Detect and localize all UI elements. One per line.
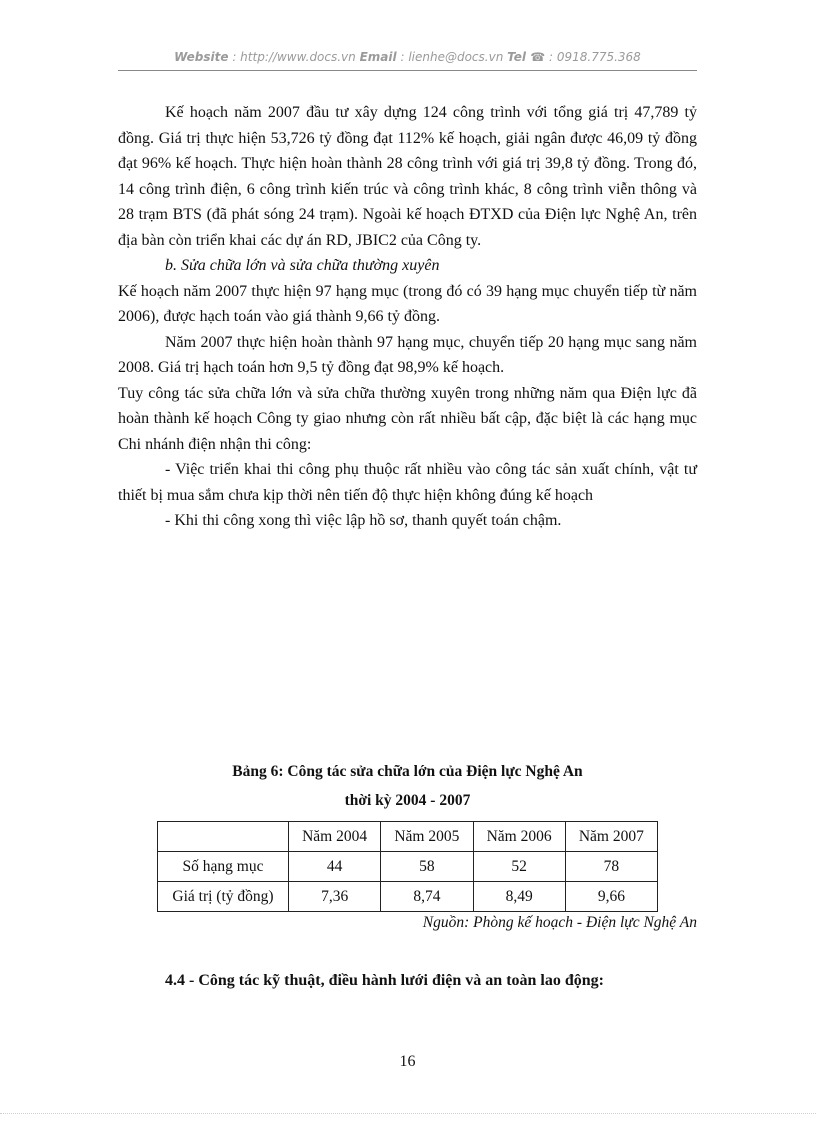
paragraph-repair-plan: Kế hoạch năm 2007 thực hiện 97 hạng mục (trong đó có 39 hạng mục chuyển tiếp từ năm 2006), được hạch toán vào giá thành 9,66 tỷ đồng. [118, 282, 697, 325]
website-label: Website [174, 50, 229, 64]
repair-table [157, 821, 658, 912]
table-row-label: Số hạng mục [158, 852, 289, 882]
table-header-cell [158, 822, 289, 852]
body-text [118, 100, 697, 534]
table-cell: 9,66 [565, 882, 657, 912]
paragraph-investment: Kế hoạch năm 2007 đầu tư xây dựng 124 công trình với tổng giá trị 47,789 tỷ đồng. Giá trị thực hiện 53,726 tỷ đồng đạt 112% kế hoạch, giải ngân được 46,09 tỷ đồng đạt 96% kế hoạch. Thực hiện hoàn thành 28 công trình với giá trị 39,8 tỷ đồng. Trong đó, 14 công trình điện, 6 công trình kiến trúc và công trình khác, 8 công trình viễn thông và 28 trạm BTS (đã phát sóng 24 trạm). Ngoài kế hoạch ĐTXD của Điện lực Nghệ An, trên địa bàn còn triển khai các dự án RD, JBIC2 của Công ty. [118, 104, 697, 249]
paragraph-repair-result: Năm 2007 thực hiện hoàn thành 97 hạng mục, chuyển tiếp 20 hạng mục sang năm 2008. Giá trị hạch toán hơn 9,5 tỷ đồng đạt 98,9% kế hoạch. [118, 333, 697, 376]
table-cell: 44 [289, 852, 381, 882]
email-label: Email [359, 50, 397, 64]
subheading-repairs: b. Sửa chữa lớn và sửa chữa thường xuyên [165, 257, 440, 274]
table-source: Nguồn: Phòng kế hoạch - Điện lực Nghệ An [422, 914, 697, 931]
table-header-row [158, 822, 658, 852]
tel-value: : 0918.775.368 [548, 50, 641, 64]
table-header-cell: Năm 2005 [381, 822, 473, 852]
tel-label: Tel ☎ [507, 50, 546, 64]
table-caption-line2: thời kỳ 2004 - 2007 [344, 792, 471, 809]
website-value: : http://www.docs.vn [232, 50, 356, 64]
page-number: 16 [399, 1053, 416, 1070]
table-row [158, 882, 658, 912]
table-cell: 8,49 [473, 882, 565, 912]
table-header-cell: Năm 2007 [565, 822, 657, 852]
table-cell: 78 [565, 852, 657, 882]
email-value: : lienhe@docs.vn [400, 50, 504, 64]
table-cell: 58 [381, 852, 473, 882]
table-header-cell: Năm 2006 [473, 822, 565, 852]
table-cell: 8,74 [381, 882, 473, 912]
table-header-cell: Năm 2004 [289, 822, 381, 852]
bullet-construction-delay: - Việc triển khai thi công phụ thuộc rất nhiều vào công tác sản xuất chính, vật tư thiết bị mua sắm chưa kịp thời nên tiến độ thực hiện không đúng kế hoạch [118, 461, 697, 504]
paragraph-repair-issues: Tuy công tác sửa chữa lớn và sửa chữa thường xuyên trong những năm qua Điện lực đã hoàn thành kế hoạch Công ty giao nhưng còn rất nhiều bất cập, đặc biệt là các hạng mục Chi nhánh điện nhận thi công: [118, 384, 697, 453]
table-caption-line1: Bảng 6: Công tác sửa chữa lớn của Điện lực Nghệ An [232, 763, 583, 780]
page-header [118, 50, 697, 64]
table-row [158, 852, 658, 882]
page-bottom-border [0, 1113, 816, 1114]
table-cell: 52 [473, 852, 565, 882]
bullet-settlement-delay: - Khi thi công xong thì việc lập hồ sơ, thanh quyết toán chậm. [165, 512, 562, 529]
table-row-label: Giá trị (tỷ đồng) [158, 882, 289, 912]
header-divider [118, 70, 697, 71]
table-cell: 7,36 [289, 882, 381, 912]
section-heading: 4.4 - Công tác kỹ thuật, điều hành lưới điện và an toàn lao động: [165, 972, 604, 989]
